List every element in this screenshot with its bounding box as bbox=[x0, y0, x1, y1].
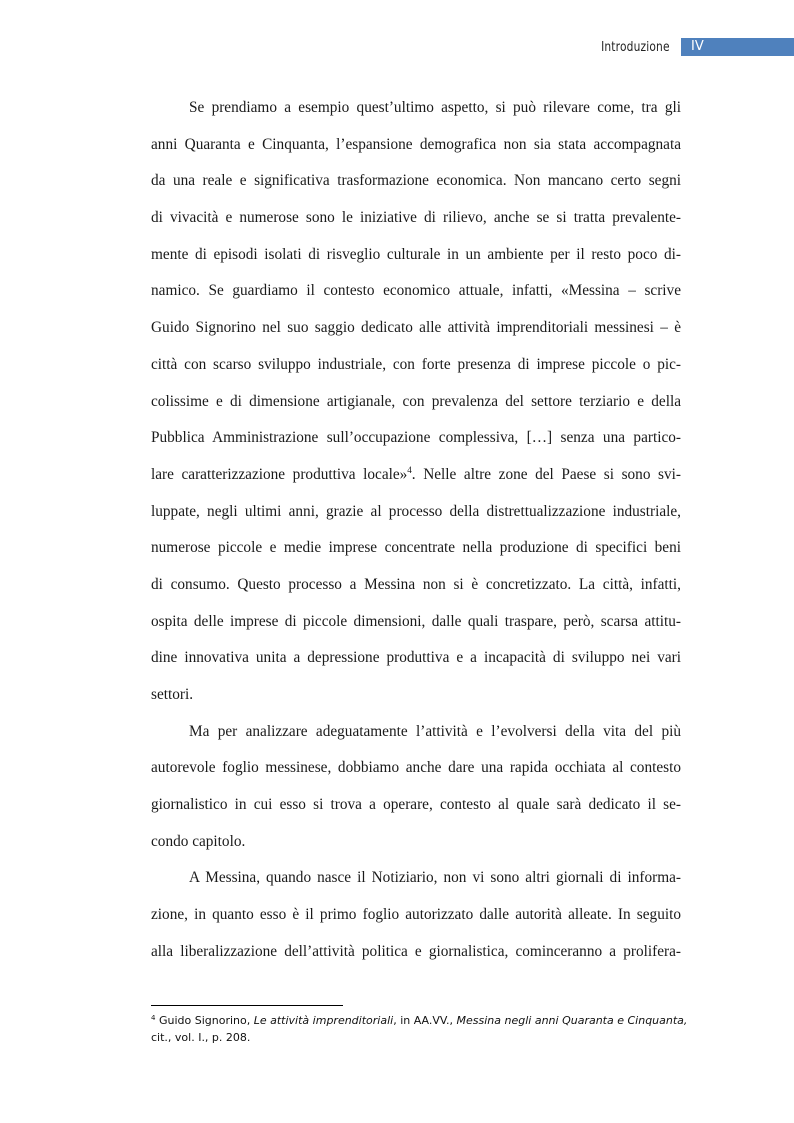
footnote-separator bbox=[151, 1005, 343, 1006]
text-line: A Messina, quando nasce il Notiziario, non vi sono altri giornali di informa- bbox=[189, 869, 681, 887]
text-line: Pubblica Amministrazione sull’occupazione complessiva, […] senza una partico- bbox=[151, 429, 681, 447]
text-line: mente di episodi isolati di risveglio culturale in un ambiente per il resto poco di- bbox=[151, 245, 681, 263]
footnote-title: Le attività imprenditoriali bbox=[253, 1014, 394, 1027]
footnote-book: Messina negli anni Quaranta e Cinquanta, bbox=[456, 1014, 688, 1027]
text-segment: lare caratterizzazione produttiva locale» bbox=[151, 465, 408, 483]
text-line: Se prendiamo a esempio quest’ultimo aspetto, si può rilevare come, tra gli bbox=[189, 99, 681, 116]
section-title: Introduzione bbox=[601, 40, 670, 55]
text-line: di consumo. Questo processo a Messina non si è concretizzato. La città, infatti, bbox=[151, 575, 681, 593]
footnote-author: Guido Signorino, bbox=[158, 1014, 251, 1027]
text-line: namico. Se guardiamo il contesto economico attuale, infatti, «Messina – scrive bbox=[151, 282, 681, 300]
body-text bbox=[151, 90, 681, 971]
text-line-with-footnote-ref bbox=[151, 457, 681, 494]
text-line: anni Quaranta e Cinquanta, l’espansione demografica non sia stata accompagnata bbox=[151, 135, 681, 153]
footnote-line: cit., vol. I., p. 208. bbox=[151, 1031, 251, 1044]
text-line: settori. bbox=[151, 686, 194, 703]
text-line: Ma per analizzare adeguatamente l’attività e l’evolversi della vita del più bbox=[189, 722, 681, 740]
footnote bbox=[151, 1012, 691, 1046]
text-line: di vivacità e numerose sono le iniziative di rilievo, anche se si tratta prevalente- bbox=[151, 209, 681, 227]
text-line: zione, in quanto esso è il primo foglio autorizzato dalle autorità alleate. In seguito bbox=[151, 906, 681, 924]
text-line: luppate, negli ultimi anni, grazie al processo della distrettualizzazione industriale, bbox=[151, 502, 681, 520]
text-line: città con scarso sviluppo industriale, con forte presenza di imprese piccole o pic- bbox=[151, 355, 681, 373]
footnote-line bbox=[151, 1012, 691, 1029]
running-header bbox=[0, 38, 794, 58]
text-line: autorevole foglio messinese, dobbiamo anche dare una rapida occhiata al contesto bbox=[151, 759, 681, 777]
page-number: IV bbox=[691, 39, 704, 54]
text-line: numerose piccole e medie imprese concentrate nella produzione di specifici beni bbox=[151, 539, 681, 557]
text-line: colissime e di dimensione artigianale, con prevalenza del settore terziario e della bbox=[151, 392, 681, 410]
text-line: dine innovativa unita a depressione produttiva e a incapacità di sviluppo nei vari bbox=[151, 649, 681, 667]
footnote-reference[interactable]: 4 bbox=[407, 464, 412, 475]
text-line: giornalistico in cui esso si trova a operare, contesto al quale sarà dedicato il se- bbox=[151, 796, 681, 814]
text-line: alla liberalizzazione dell’attività politica e giornalistica, cominceranno a prolifera- bbox=[151, 942, 681, 960]
text-line: Guido Signorino nel suo saggio dedicato alle attività imprenditoriali messinesi – è bbox=[151, 319, 681, 337]
text-line: da una reale e significativa trasformazione economica. Non mancano certo segni bbox=[151, 172, 681, 190]
footnote-number: 4 bbox=[151, 1014, 156, 1022]
text-line: condo capitolo. bbox=[151, 832, 246, 850]
page-number-tab bbox=[681, 38, 794, 56]
footnote-middle: , in AA.VV., bbox=[393, 1014, 454, 1027]
text-line: ospita delle imprese di piccole dimensioni, dalle quali traspare, però, scarsa attitu- bbox=[151, 612, 681, 630]
text-segment: . Nelle altre zone del Paese si sono svi- bbox=[411, 465, 681, 483]
